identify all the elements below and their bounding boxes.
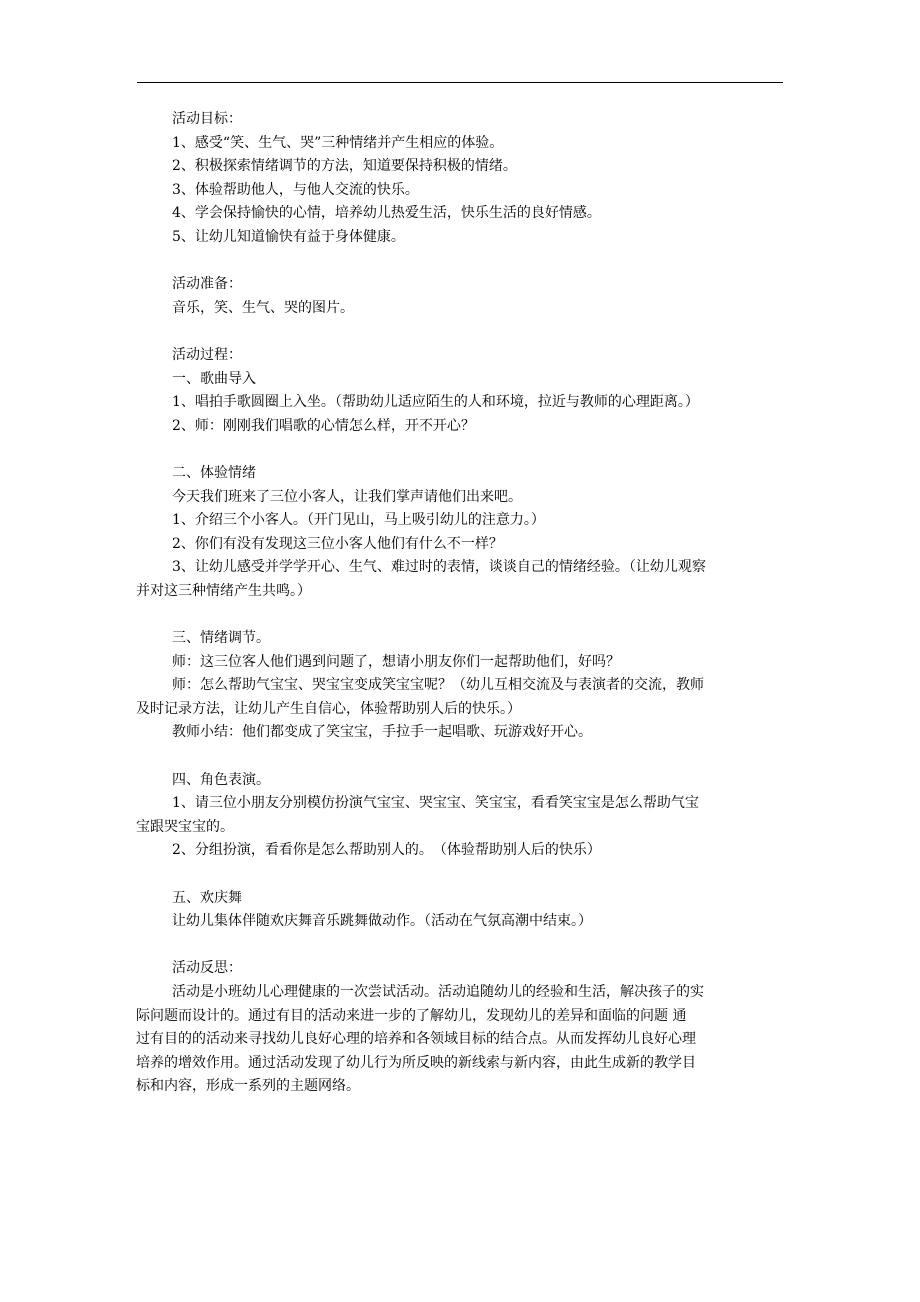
section-heading-reflection: 活动反思： <box>172 960 242 977</box>
blank-line <box>172 863 784 887</box>
reflection-text-continued: 际问题而设计的。通过有目的活动来进一步的了解幼儿，发现幼儿的差异和面临的问题 通 <box>136 1007 687 1024</box>
process-item: 2、你们有没有发现这三位小客人他们有什么不一样？ <box>172 535 503 552</box>
process-item: 师：怎么帮助气宝宝、哭宝宝变成笑宝宝呢？（幼儿互相交流及与表演者的交流，教师 <box>172 677 704 694</box>
blank-line <box>172 603 784 627</box>
goal-item: 2、积极探索情绪调节的方法，知道要保持积极的情绪。 <box>172 158 517 175</box>
section-heading-goals: 活动目标： <box>172 111 242 127</box>
goal-item: 5、让幼儿知道愉快有益于身体健康。 <box>172 228 405 245</box>
goal-item: 4、学会保持愉快的心情，培养幼儿热爱生活，快乐生活的良好情感。 <box>172 205 601 222</box>
process-step-heading: 四、角色表演。 <box>172 771 270 788</box>
process-step-heading: 五、欢庆舞 <box>172 889 242 906</box>
process-item: 2、分组扮演，看看你是怎么帮助别人的。 （体验帮助别人后的快乐） <box>172 842 601 859</box>
blank-line <box>172 745 784 769</box>
process-item: 3、让幼儿感受并学学开心、生气、难过时的表情，谈谈自己的情绪经验。（让幼儿观察 <box>172 559 706 576</box>
process-item: 1、介绍三个小客人。（开门见山，马上吸引幼儿的注意力。） <box>172 512 545 529</box>
process-step-heading: 一、歌曲导入 <box>172 370 256 387</box>
document-body <box>136 108 784 1099</box>
process-item: 1、唱拍手歌圆圈上入坐。（帮助幼儿适应陌生的人和环境，拉近与教师的心理距离。） <box>172 394 699 411</box>
reflection-text-continued: 标和内容，形成一系列的主题网络。 <box>136 1078 360 1095</box>
section-heading-process: 活动过程： <box>172 346 242 363</box>
process-item-continued: 并对这三种情绪产生共鸣。） <box>136 582 311 599</box>
preparation-text: 音乐，笑、生气、哭的图片。 <box>172 299 354 316</box>
process-item-continued: 宝跟哭宝宝的。 <box>136 818 234 835</box>
process-item: 1、请三位小朋友分别模仿扮演气宝宝、哭宝宝、笑宝宝，看看笑宝宝是怎么帮助气宝 <box>172 795 699 812</box>
process-item-continued: 及时记录方法，让幼儿产生自信心，体验帮助别人后的快乐。） <box>136 700 521 717</box>
goal-item: 3、体验帮助他人，与他人交流的快乐。 <box>172 181 419 198</box>
process-item: 让幼儿集体伴随欢庆舞音乐跳舞做动作。（活动在气氛高潮中结束。） <box>172 913 592 930</box>
reflection-text: 活动是小班幼儿心理健康的一次尝试活动。活动追随幼儿的经验和生活，解决孩子的实 <box>172 983 704 1000</box>
process-step-heading: 二、体验情绪 <box>172 464 256 481</box>
process-step-heading: 三、情绪调节。 <box>172 630 270 647</box>
blank-line <box>172 934 784 958</box>
reflection-text-continued: 培养的增效作用。通过活动发现了幼儿行为所反映的新线索与新内容，由此生成新的教学目 <box>136 1054 696 1071</box>
blank-line <box>172 250 784 274</box>
section-heading-preparation: 活动准备： <box>172 276 242 293</box>
reflection-text-continued: 过有目的的活动来寻找幼儿良好心理的培养和各领域目标的结合点。从而发挥幼儿良好心理 <box>136 1031 696 1048</box>
process-item: 2、师：刚刚我们唱歌的心情怎么样，开不开心？ <box>172 417 475 434</box>
blank-line <box>172 320 784 344</box>
process-item: 教师小结：他们都变成了笑宝宝，手拉手一起唱歌、玩游戏好开心。 <box>172 724 592 741</box>
process-item: 今天我们班来了三位小客人，让我们掌声请他们出来吧。 <box>172 488 522 505</box>
goal-item: 1、感受“笑、生气、哭”三种情绪并产生相应的体验。 <box>172 134 504 151</box>
process-item: 师：这三位客人他们遇到问题了，想请小朋友你们一起帮助他们，好吗？ <box>172 653 620 670</box>
header-rule <box>137 82 783 83</box>
blank-line <box>172 438 784 462</box>
